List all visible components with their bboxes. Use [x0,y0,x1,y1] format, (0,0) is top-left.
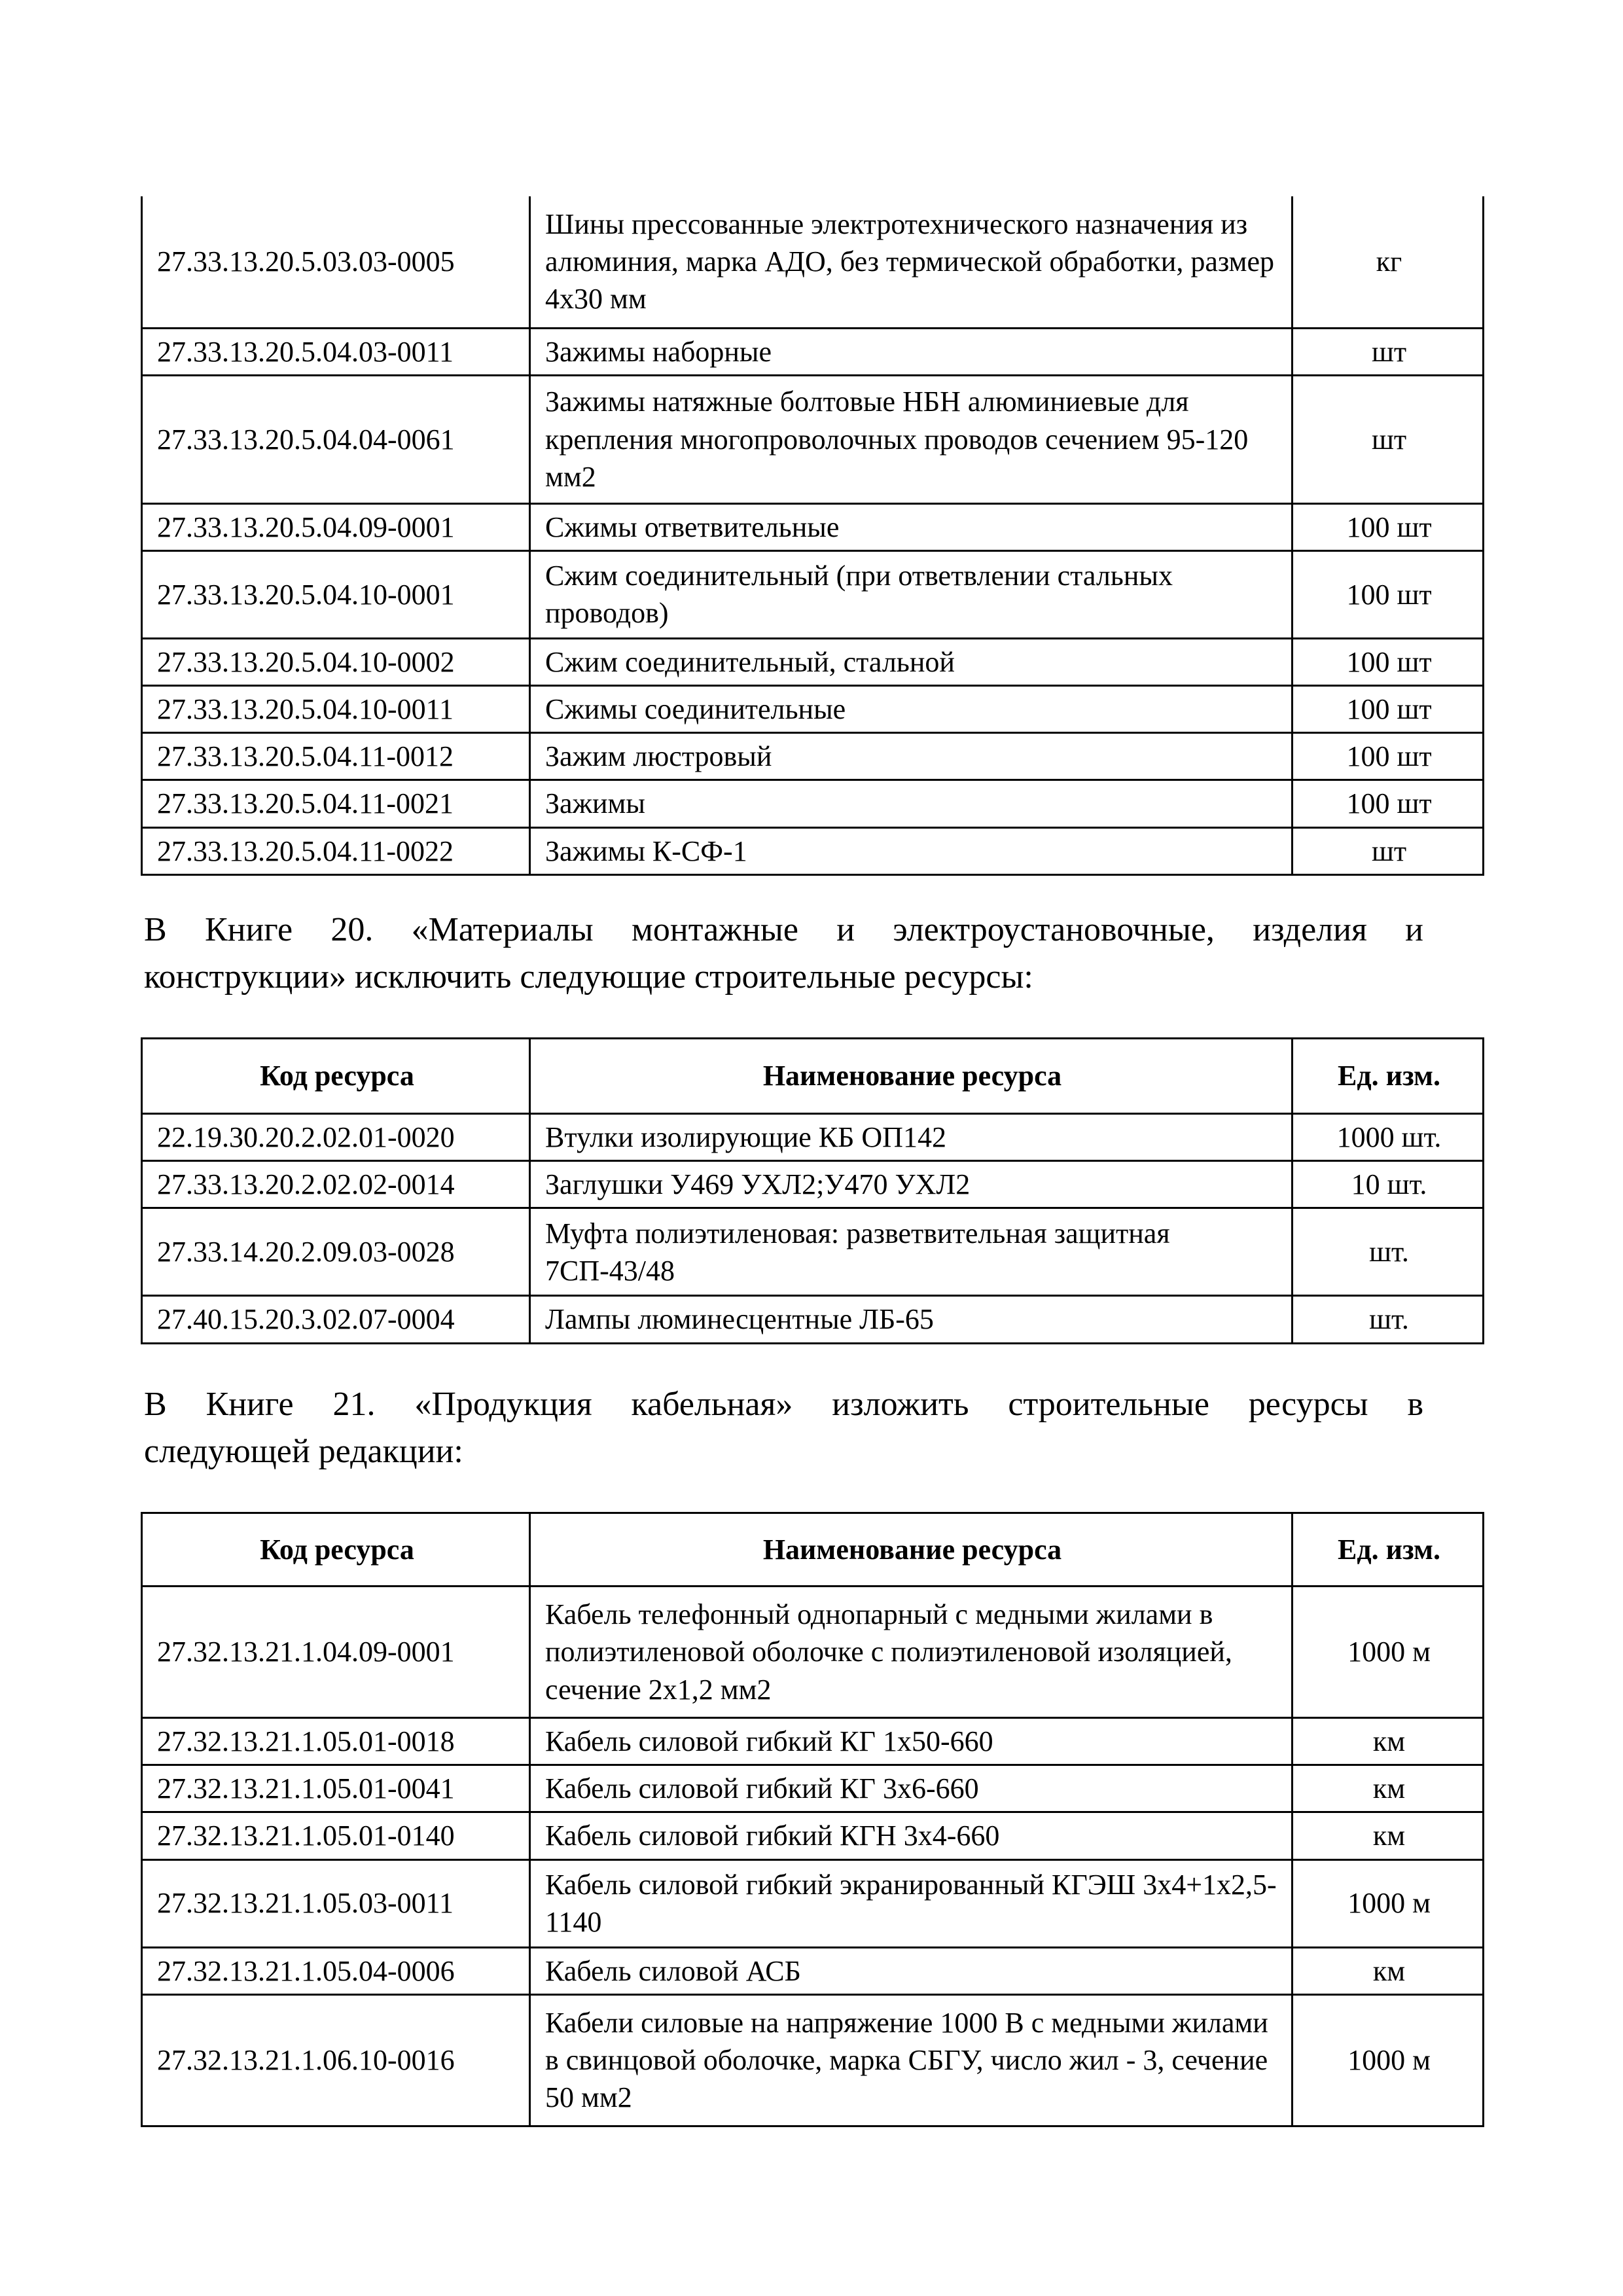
resource-table-book-21 [141,1512,1484,2127]
table-row [142,733,1484,780]
resource-unit: 1000 шт. [1293,1114,1484,1161]
resource-name: Кабель силовой гибкий КГ 3х6-660 [530,1765,1293,1812]
resource-unit: кг [1293,196,1484,328]
table-row [142,503,1484,550]
table-row [142,1994,1484,2126]
resource-code: 27.33.13.20.5.04.03-0011 [142,328,530,375]
column-header-unit: Ед. изм. [1293,1039,1484,1114]
resource-unit: км [1293,1947,1484,1994]
resource-name: Кабель силовой гибкий КГ 1х50-660 [530,1718,1293,1765]
resource-name: Зажим люстровый [530,733,1293,780]
resource-code: 27.32.13.21.1.05.01-0140 [142,1812,530,1859]
resource-code: 27.33.13.20.5.04.11-0022 [142,827,530,874]
resource-code: 27.32.13.21.1.04.09-0001 [142,1587,530,1718]
resource-name: Кабель силовой АСБ [530,1947,1293,1994]
resource-table-book-20 [141,1037,1484,1344]
column-header-unit: Ед. изм. [1293,1513,1484,1587]
resource-unit: 100 шт [1293,503,1484,550]
resource-name: Шины прессованные электротехнического назначения из алюминия, марка АДО, без термической обработки, размер 4х30 мм [530,196,1293,328]
resource-code: 27.33.13.20.5.03.03-0005 [142,196,530,328]
paragraph-line: конструкции» исключить следующие строительные ресурсы: [144,958,1033,996]
table-row [142,550,1484,638]
resource-name: Зажимы натяжные болтовые НБН алюминиевые для крепления многопроволочных проводов сечением 95-120 мм2 [530,375,1293,503]
resource-code: 27.32.13.21.1.05.01-0018 [142,1718,530,1765]
table-row [142,1587,1484,1718]
column-header-name: Наименование ресурса [530,1513,1293,1587]
table-row [142,1859,1484,1947]
resource-code: 27.33.13.20.5.04.11-0021 [142,780,530,827]
resource-unit: 10 шт. [1293,1161,1484,1208]
resource-name: Сжимы ответвительные [530,503,1293,550]
resource-code: 27.32.13.21.1.05.04-0006 [142,1947,530,1994]
resource-name: Сжим соединительный, стальной [530,638,1293,685]
book-21-instruction [144,1381,1423,1475]
resource-code: 27.33.13.20.5.04.04-0061 [142,375,530,503]
book-20-instruction [144,906,1423,1001]
resource-code: 27.32.13.21.1.05.03-0011 [142,1859,530,1947]
resource-code: 22.19.30.20.2.02.01-0020 [142,1114,530,1161]
resource-name: Кабель силовой гибкий КГН 3х4-660 [530,1812,1293,1859]
resource-name: Заглушки У469 УХЛ2;У470 УХЛ2 [530,1161,1293,1208]
resource-name: Лампы люминесцентные ЛБ-65 [530,1296,1293,1343]
table-row [142,1296,1484,1343]
resource-unit: 100 шт [1293,638,1484,685]
table-row [142,1208,1484,1296]
resource-code: 27.33.13.20.5.04.10-0002 [142,638,530,685]
table-row [142,1812,1484,1859]
resource-name: Зажимы наборные [530,328,1293,375]
paragraph-line: В Книге 20. «Материалы монтажные и электроустановочные, изделия и [144,911,1423,948]
table-header-row [142,1039,1484,1114]
resource-name: Втулки изолирующие КБ ОП142 [530,1114,1293,1161]
resource-unit: шт [1293,328,1484,375]
column-header-name: Наименование ресурса [530,1039,1293,1114]
resource-unit: шт [1293,375,1484,503]
resource-unit: 100 шт [1293,686,1484,733]
resource-name: Кабели силовые на напряжение 1000 В с медными жилами в свинцовой оболочке, марка СБГУ, число жил - 3, сечение 50 мм2 [530,1994,1293,2126]
table-row [142,1161,1484,1208]
resource-unit: 100 шт [1293,733,1484,780]
column-header-code: Код ресурса [142,1513,530,1587]
resource-unit: км [1293,1765,1484,1812]
table-row [142,1947,1484,1994]
resource-name: Сжимы соединительные [530,686,1293,733]
resource-code: 27.33.13.20.5.04.10-0001 [142,550,530,638]
table-row [142,1718,1484,1765]
resource-code: 27.32.13.21.1.06.10-0016 [142,1994,530,2126]
resource-name: Сжим соединительный (при ответвлении стальных проводов) [530,550,1293,638]
column-header-code: Код ресурса [142,1039,530,1114]
table-row [142,1765,1484,1812]
paragraph-line: следующей редакции: [144,1433,463,1470]
table-header-row [142,1513,1484,1587]
resource-unit: 1000 м [1293,1994,1484,2126]
resource-code: 27.33.13.20.5.04.09-0001 [142,503,530,550]
resource-code: 27.40.15.20.3.02.07-0004 [142,1296,530,1343]
resource-name: Зажимы К-СФ-1 [530,827,1293,874]
resource-unit: шт. [1293,1296,1484,1343]
resource-code: 27.33.13.20.5.04.11-0012 [142,733,530,780]
resource-unit: шт [1293,827,1484,874]
table-row [142,686,1484,733]
table-row [142,780,1484,827]
table-row [142,827,1484,874]
resource-unit: км [1293,1812,1484,1859]
resource-code: 27.33.13.20.5.04.10-0011 [142,686,530,733]
resource-code: 27.32.13.21.1.05.01-0041 [142,1765,530,1812]
table-row [142,328,1484,375]
resource-unit: 100 шт [1293,780,1484,827]
resource-name: Кабель телефонный однопарный с медными жилами в полиэтиленовой оболочке с полиэтиленовой изоляцией, сечение 2х1,2 мм2 [530,1587,1293,1718]
table-row [142,375,1484,503]
table-row [142,638,1484,685]
resource-unit: 1000 м [1293,1859,1484,1947]
resource-name: Муфта полиэтиленовая: разветвительная защитная 7СП-43/48 [530,1208,1293,1296]
resource-name: Зажимы [530,780,1293,827]
table-row [142,196,1484,328]
resource-unit: шт. [1293,1208,1484,1296]
resource-code: 27.33.13.20.2.02.02-0014 [142,1161,530,1208]
resource-name: Кабель силовой гибкий экранированный КГЭШ 3х4+1х2,5-1140 [530,1859,1293,1947]
resource-table-continued [141,196,1484,876]
resource-unit: 100 шт [1293,550,1484,638]
paragraph-line: В Книге 21. «Продукция кабельная» изложить строительные ресурсы в [144,1386,1423,1423]
resource-unit: км [1293,1718,1484,1765]
resource-unit: 1000 м [1293,1587,1484,1718]
resource-code: 27.33.14.20.2.09.03-0028 [142,1208,530,1296]
table-row [142,1114,1484,1161]
